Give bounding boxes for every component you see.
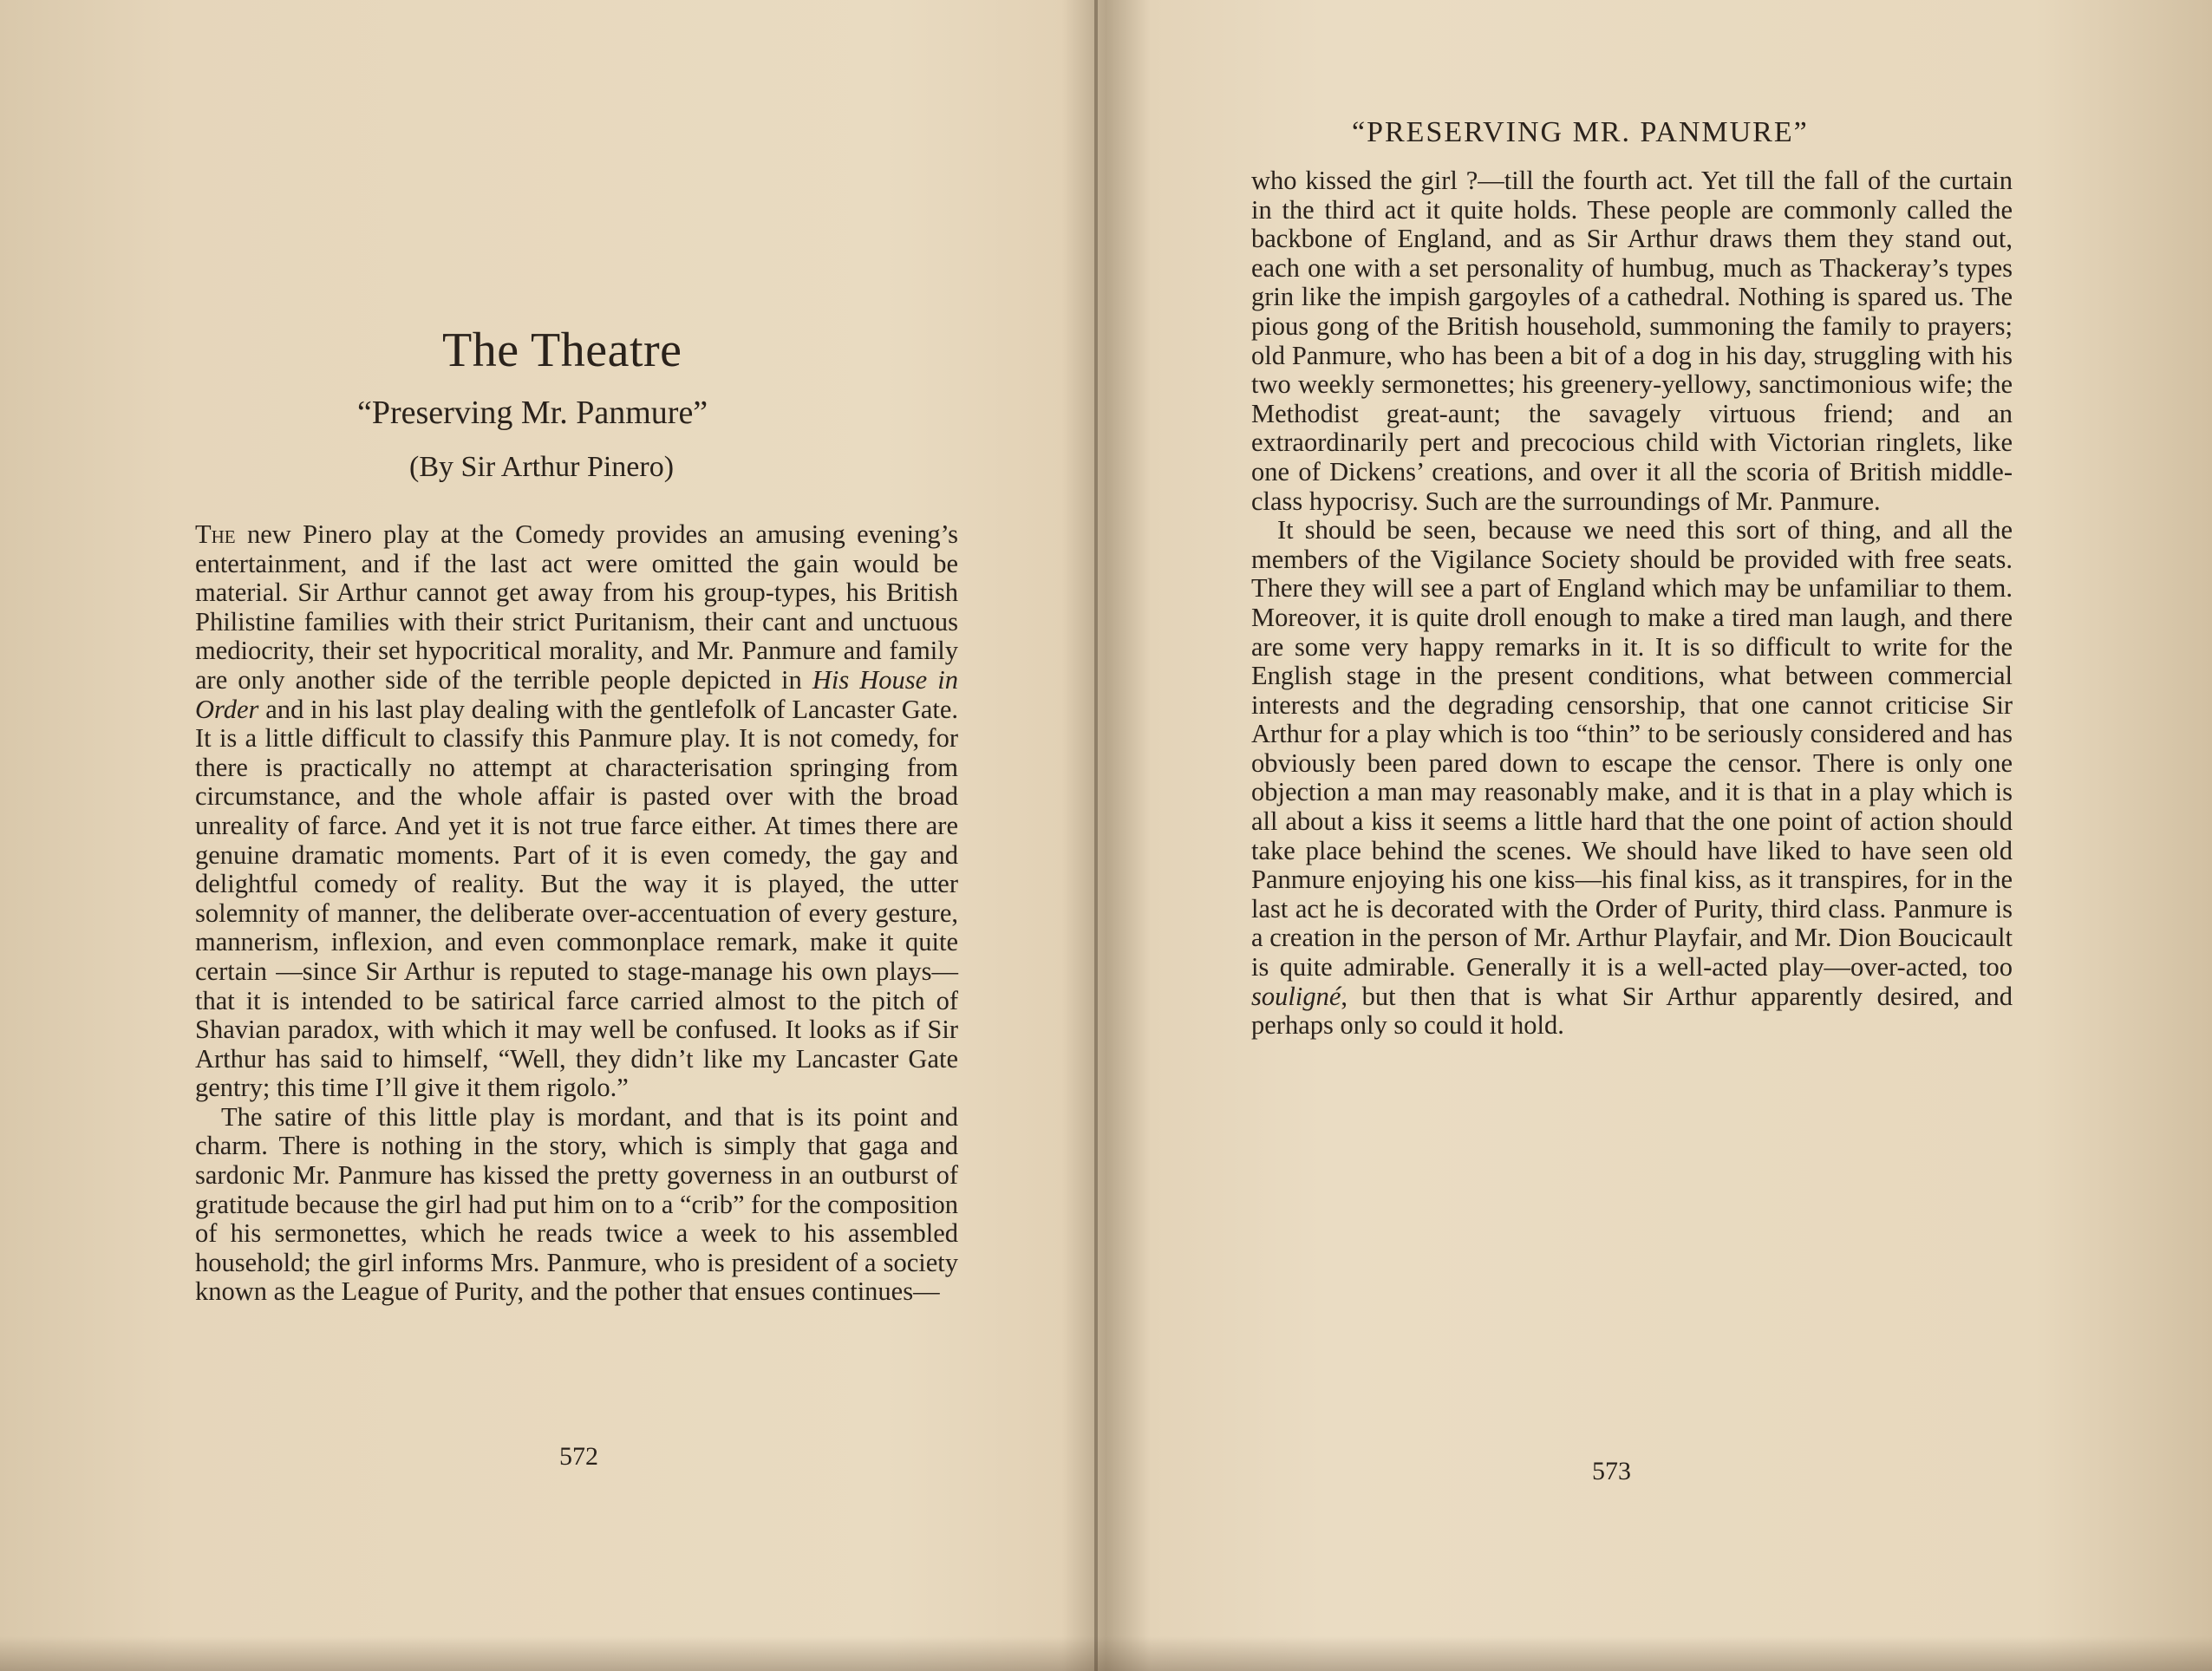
running-head: “PRESERVING MR. PANMURE”: [1352, 116, 1809, 148]
article-byline: (By Sir Arthur Pinero): [409, 451, 675, 483]
right-page: [1098, 0, 2212, 1671]
left-paragraph-2: The satire of this little play is mordant, and that is its point and charm. There is nothing in the story, which is simply that gaga and sardonic Mr. Panmure has kissed the pretty governess in an outburst of gratitude because the girl had put him on to a “crib” for the composition of his sermonettes, which he reads twice a week to his assembled household; the girl informs Mrs. Panmure, who is president of a society known as the League of Purity, and the pother that ensues continues—: [195, 1101, 959, 1307]
left-paragraph-1-part2: and in his last play dealing with the gentlefolk of Lancaster Gate. It is a little difficult to classify this Panmure play. It is not comedy, for there is practically no attempt at characterisation springing from circumstance, and the whole affair is pasted over with the broad unreality of farce. And yet it is not true farce either. At times there are genuine dramatic moments. Part of it is even comedy, the gay and delightful comedy of reality. But the way it is played, the utter solemnity of manner, the deliberate over-accentuation of every gesture, mannerism, inflexion, and even commonplace remark, make it quite certain —since Sir Arthur is reputed to stage-manage his own plays—that it is intended to be satirical farce carried almost to the pitch of Shavian paradox, with which it may well be confused. It looks as if Sir Arthur has said to himself, “Well, they didn’t like my Lancaster Gate gentry; this time I’ll give it them rigolo.”: [195, 694, 958, 1103]
left-paragraph-1: [195, 520, 958, 1103]
souligne-italic: souligné: [1251, 981, 1341, 1011]
article-title: The Theatre: [442, 323, 682, 377]
right-body-text: [1251, 166, 2013, 1041]
right-page-number: 573: [1592, 1457, 1631, 1485]
right-paragraph-2-part2: , but then that is what Sir Arthur apparently desired, and perhaps only so could it hold.: [1251, 981, 2013, 1041]
left-paragraph-1-part1: new Pinero play at the Comedy provides an amusing evening’s entertainment, and if the last act were omitted the gain would be material. Sir Arthur cannot get away from his group-types, his British Philistine families with their strict Puritanism, their cant and unctuous mediocrity, their set hypocritical morality, and Mr. Panmure and family are only another side of the terrible people depicted in: [195, 519, 958, 695]
left-body-text: [195, 520, 958, 1307]
left-page-number: 572: [559, 1442, 598, 1471]
dropcap-word: The: [195, 519, 236, 549]
right-paragraph-1: who kissed the girl ?—till the fourth act. Yet till the fall of the curtain in the third act it quite holds. These people are commonly called the backbone of England, and as Sir Arthur draws them they stand out, each one with a set personality of humbug, much as Thackeray’s types grin like the impish gargoyles of a cathedral. Nothing is spared us. The pious gong of the British household, summoning the family to prayers; old Panmure, who has been a bit of a dog in his day, struggling with his two weekly sermonettes; his greenery-yellowy, sanctimonious wife; the Methodist great-aunt; the savagely virtuous friend; and an extraordinarily pert and precocious child with Victorian ringlets, like one of Dickens’ creations, and over it all the scoria of British middle-class hypocrisy. Such are the surroundings of Mr. Panmure.: [1251, 166, 2013, 516]
article-subtitle: “Preserving Mr. Panmure”: [357, 395, 708, 431]
right-paragraph-2-part1: It should be seen, because we need this sort of thing, and all the members of the Vigilance Society should be provided with free seats. There they will see a part of England which may be unfamiliar to them. Moreover, it is quite droll enough to make a tired man laugh, and there are some very happy remarks in it. It is so difficult to write for the English stage in the present conditions, what between commercial interests and the degrading censorship, that one cannot criticise Sir Arthur for a play which is too “thin” to be seriously considered and has obviously been pared down to escape the censor. There is only one objection a man may reasonably make, and it is that in a play which is all about a kiss it seems a little hard that the one point of action should take place behind the scenes. We should have liked to have seen old Panmure enjoying his one kiss—his final kiss, as it transpires, for in the last act he is decorated with the Order of Purity, third class. Panmure is a creation in the person of Mr. Arthur Playfair, and Mr. Dion Boucicault is quite admirable. Generally it is a well-acted play—over-acted, too: [1251, 515, 2013, 982]
left-page: [0, 0, 1094, 1671]
play-title-italic: His House in Order: [195, 664, 958, 724]
right-paragraph-2: [1251, 516, 2013, 1041]
